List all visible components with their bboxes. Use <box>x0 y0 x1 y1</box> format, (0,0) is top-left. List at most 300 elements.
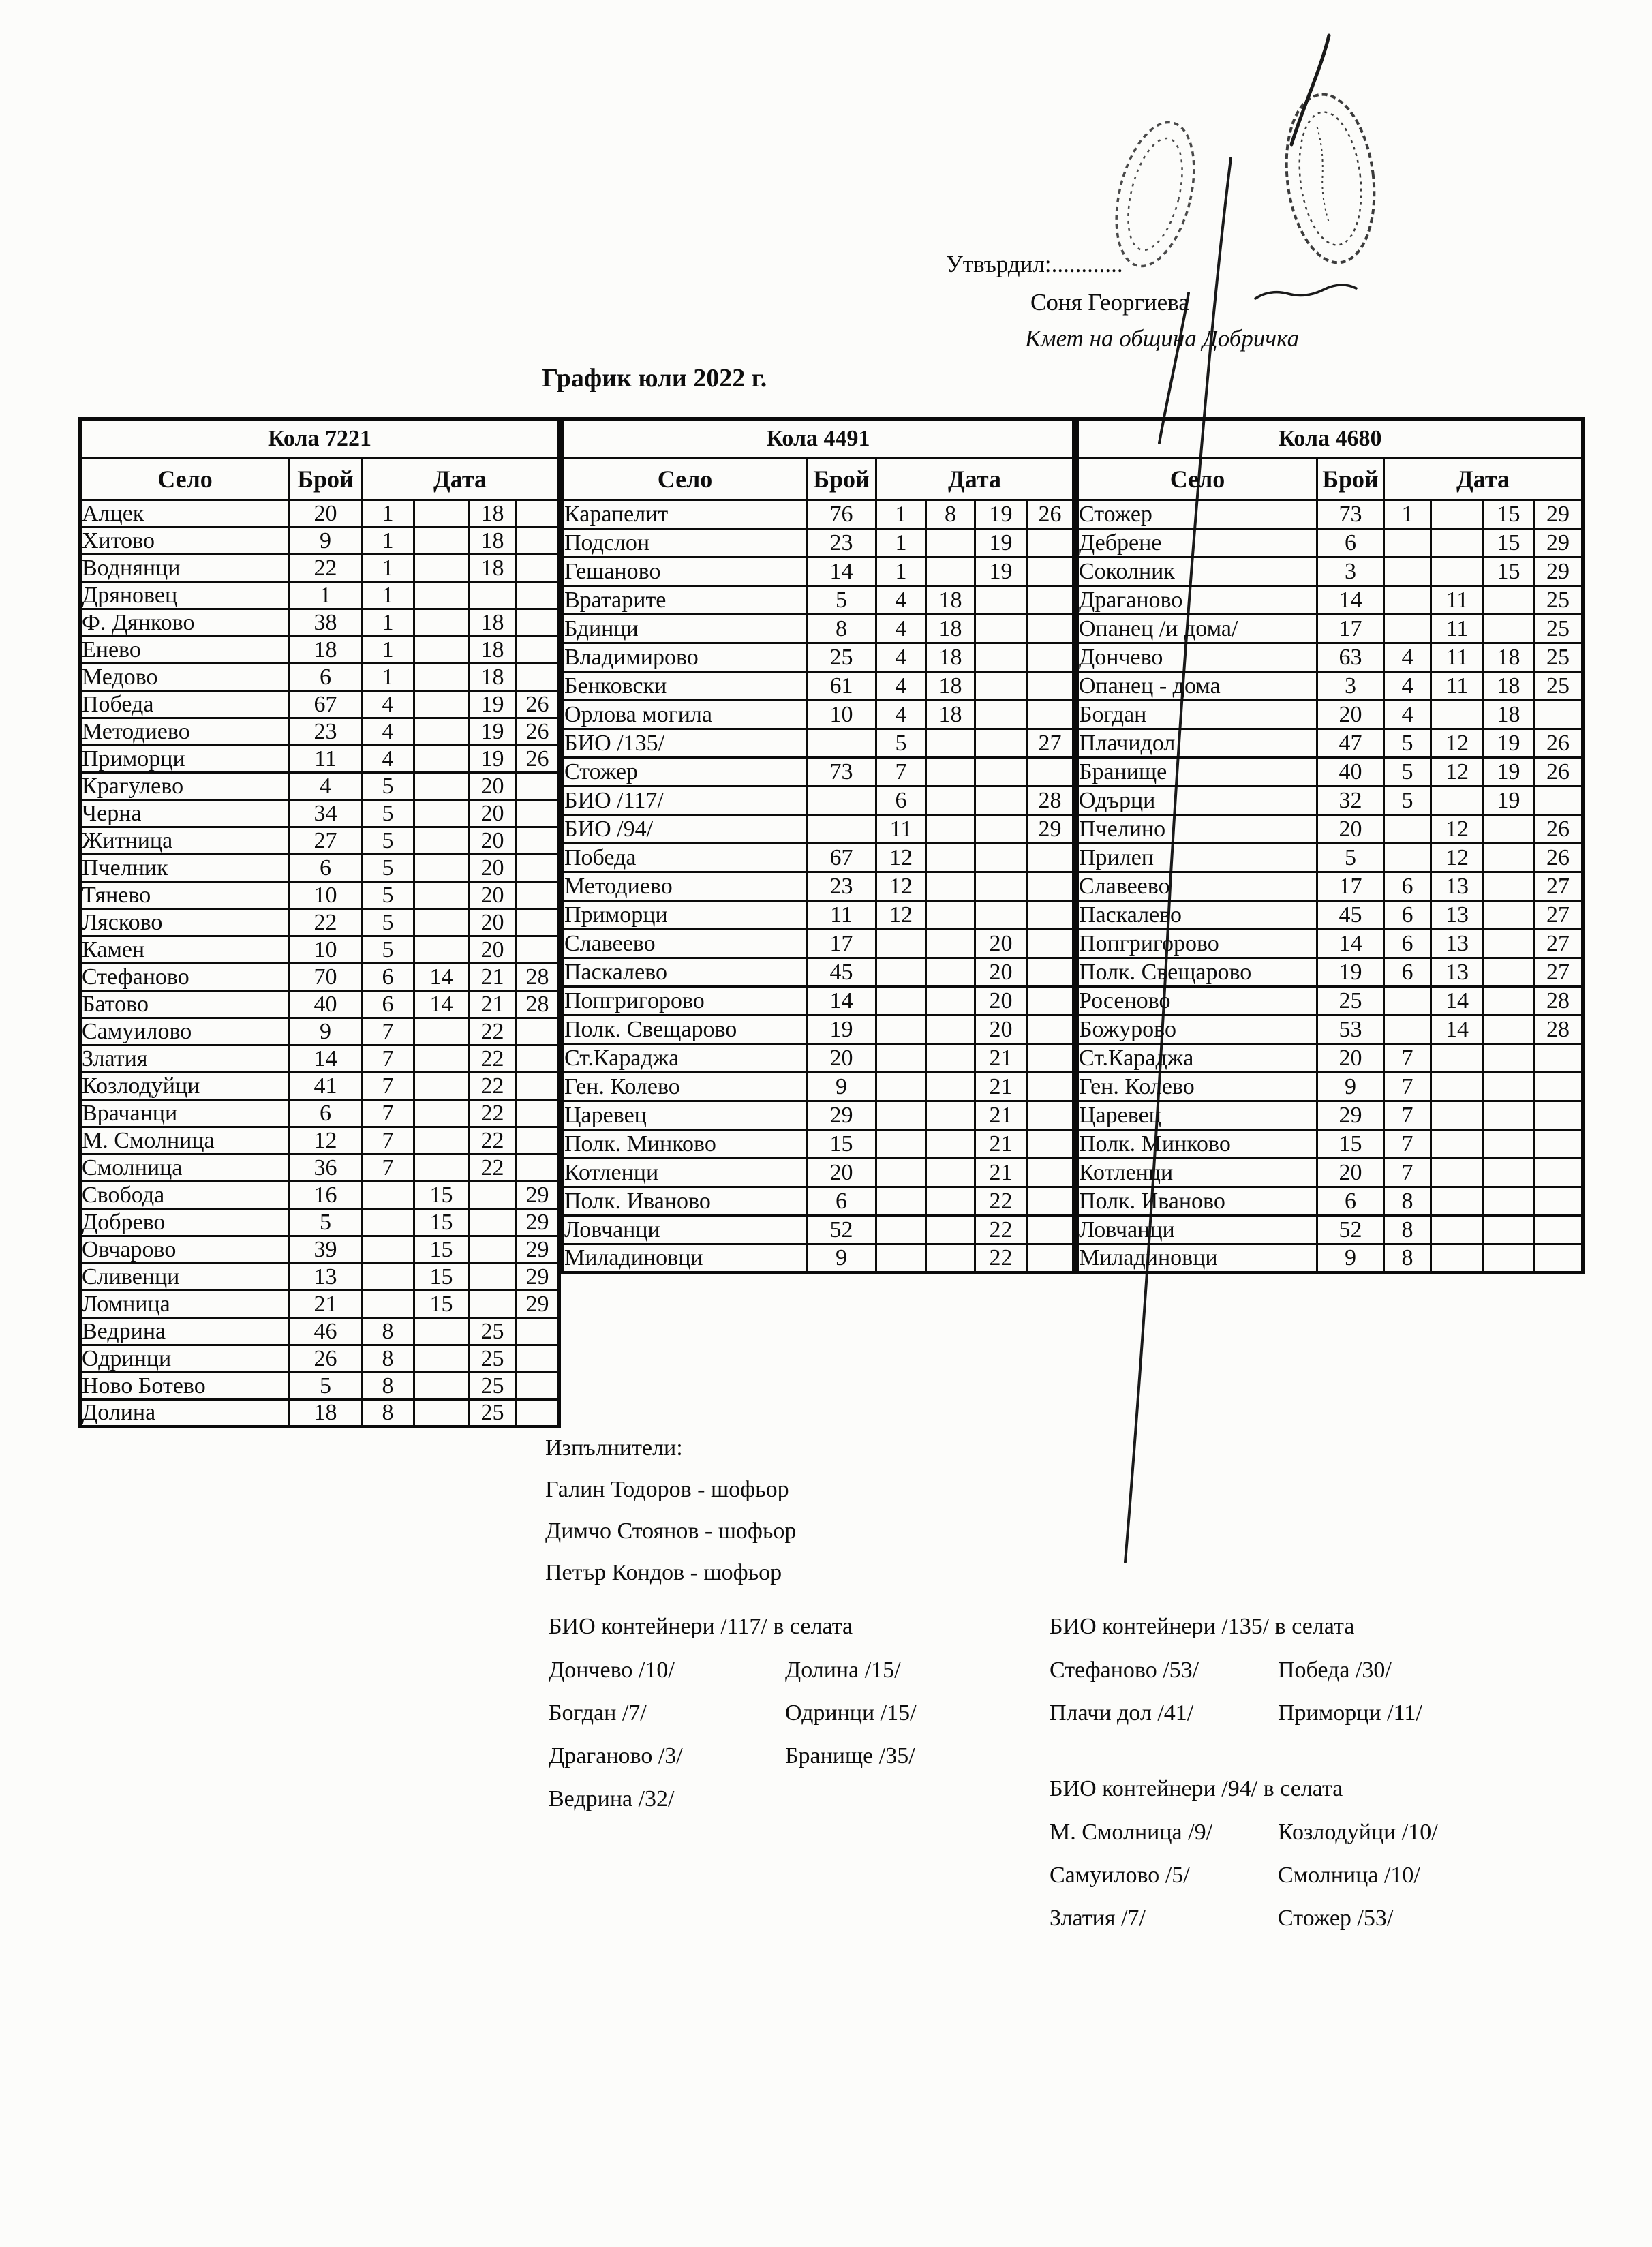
date-cell: 21 <box>975 1044 1027 1073</box>
date-cell: 5 <box>362 800 414 827</box>
count-cell: 9 <box>807 1073 876 1101</box>
table-row <box>1077 930 1583 958</box>
count-cell: 11 <box>807 901 876 930</box>
table-row <box>563 615 1074 643</box>
village-cell: Царевец <box>1077 1101 1317 1130</box>
table-row <box>1077 758 1583 786</box>
date-cell: 19 <box>1484 786 1534 815</box>
date-cell: 19 <box>469 718 517 746</box>
date-cell <box>1431 1044 1484 1073</box>
table-row <box>1077 1187 1583 1216</box>
date-cell <box>517 936 560 964</box>
date-cell <box>469 1182 517 1209</box>
date-cell <box>1027 872 1074 901</box>
date-cell <box>414 936 469 964</box>
village-cell: Ст.Караджа <box>563 1044 807 1073</box>
date-cell: 5 <box>1384 786 1431 815</box>
count-cell: 13 <box>290 1264 362 1291</box>
table-row <box>1077 1130 1583 1159</box>
date-cell: 13 <box>1431 872 1484 901</box>
date-cell <box>975 786 1027 815</box>
date-cell <box>1384 815 1431 844</box>
date-cell: 13 <box>1431 901 1484 930</box>
date-cell <box>414 773 469 800</box>
village-cell: М. Смолница <box>80 1127 290 1155</box>
village-cell: Вратарите <box>563 586 807 615</box>
table-row <box>80 1209 560 1236</box>
table-row <box>1077 500 1583 529</box>
date-cell: 7 <box>362 1045 414 1073</box>
date-cell: 26 <box>517 691 560 718</box>
date-cell <box>1027 643 1074 672</box>
date-cell: 8 <box>362 1400 414 1427</box>
date-cell <box>517 827 560 855</box>
date-cell <box>926 901 975 930</box>
date-cell <box>926 1044 975 1073</box>
date-cell: 27 <box>1534 930 1583 958</box>
date-cell <box>975 615 1027 643</box>
date-cell: 20 <box>975 1015 1027 1044</box>
count-cell: 9 <box>290 528 362 555</box>
date-cell: 21 <box>469 991 517 1018</box>
village-cell: Ген. Колево <box>1077 1073 1317 1101</box>
count-cell: 53 <box>1317 1015 1384 1044</box>
table-row <box>563 672 1074 701</box>
date-cell <box>1484 1216 1534 1244</box>
date-cell <box>1431 786 1484 815</box>
date-cell: 4 <box>362 746 414 773</box>
date-cell <box>1534 1187 1583 1216</box>
village-cell: Алцек <box>80 500 290 528</box>
table-host-kola-4491 <box>561 417 1075 1274</box>
date-cell <box>975 758 1027 786</box>
date-cell <box>1027 557 1074 586</box>
date-cell <box>517 637 560 664</box>
date-cell <box>414 1127 469 1155</box>
count-cell: 10 <box>290 936 362 964</box>
village-cell: Енево <box>80 637 290 664</box>
table-row <box>563 1073 1074 1101</box>
table-row <box>563 930 1074 958</box>
date-cell: 26 <box>1534 844 1583 872</box>
table-row <box>1077 586 1583 615</box>
bio-item: Козлодуйци /10/ <box>1278 1820 1438 1845</box>
count-cell: 22 <box>290 555 362 582</box>
count-header: Брой <box>807 459 876 500</box>
date-cell: 15 <box>414 1291 469 1318</box>
table-row <box>80 882 560 909</box>
table-row <box>80 1291 560 1318</box>
village-cell: Черна <box>80 800 290 827</box>
table-row <box>563 1130 1074 1159</box>
bio-item: Стожер /53/ <box>1278 1906 1394 1931</box>
count-cell: 20 <box>807 1159 876 1187</box>
date-cell: 4 <box>876 672 926 701</box>
date-cell: 29 <box>517 1291 560 1318</box>
bio-item: Ведрина /32/ <box>549 1786 675 1812</box>
count-cell: 11 <box>290 746 362 773</box>
date-cell <box>926 729 975 758</box>
date-cell: 25 <box>1534 586 1583 615</box>
village-cell: Хитово <box>80 528 290 555</box>
count-cell: 40 <box>290 991 362 1018</box>
table-row <box>80 1045 560 1073</box>
executors-heading: Изпълнители: <box>545 1435 683 1461</box>
approver-name: Соня Георгиева <box>1030 289 1189 316</box>
table-row <box>1077 786 1583 815</box>
date-cell <box>926 1073 975 1101</box>
count-cell: 20 <box>807 1044 876 1073</box>
date-cell: 22 <box>469 1155 517 1182</box>
date-cell: 22 <box>469 1127 517 1155</box>
bio-94-title: БИО контейнери /94/ в селата <box>1050 1776 1343 1801</box>
date-cell <box>517 800 560 827</box>
schedule-tables <box>78 417 1585 1428</box>
date-cell <box>362 1264 414 1291</box>
table-row <box>563 586 1074 615</box>
bio-item: Бранище /35/ <box>785 1743 915 1769</box>
bio-117-section <box>549 1614 917 1831</box>
date-cell: 25 <box>469 1400 517 1427</box>
date-cell <box>414 1100 469 1127</box>
date-cell <box>414 500 469 528</box>
village-cell: Попгригорово <box>563 987 807 1015</box>
count-cell: 45 <box>807 958 876 987</box>
bio-item: Драганово /3/ <box>549 1743 683 1769</box>
date-cell <box>414 1018 469 1045</box>
village-cell: Опанец /и дома/ <box>1077 615 1317 643</box>
table-row <box>80 528 560 555</box>
date-cell: 18 <box>926 672 975 701</box>
village-cell: Плачидол <box>1077 729 1317 758</box>
date-cell <box>1384 586 1431 615</box>
date-header: Дата <box>362 459 560 500</box>
date-cell <box>1384 529 1431 557</box>
village-cell: Крагулево <box>80 773 290 800</box>
count-cell: 12 <box>290 1127 362 1155</box>
village-cell: Орлова могила <box>563 701 807 729</box>
date-cell: 7 <box>1384 1073 1431 1101</box>
date-cell: 1 <box>362 582 414 609</box>
date-cell: 4 <box>1384 672 1431 701</box>
table-row <box>1077 1044 1583 1073</box>
table-row <box>80 609 560 637</box>
count-cell: 21 <box>290 1291 362 1318</box>
date-cell <box>517 582 560 609</box>
village-cell: Медово <box>80 664 290 691</box>
village-cell: Ст.Караджа <box>1077 1044 1317 1073</box>
date-cell <box>414 609 469 637</box>
bio-135-right-column <box>1278 1659 1422 1745</box>
date-cell: 20 <box>469 800 517 827</box>
date-cell: 15 <box>1484 529 1534 557</box>
count-cell: 23 <box>807 529 876 557</box>
count-cell: 45 <box>1317 901 1384 930</box>
date-cell <box>1027 958 1074 987</box>
count-cell: 19 <box>1317 958 1384 987</box>
date-cell <box>1027 1101 1074 1130</box>
table-row <box>563 1101 1074 1130</box>
count-cell: 6 <box>290 1100 362 1127</box>
date-cell <box>926 1216 975 1244</box>
date-cell <box>1027 1216 1074 1244</box>
date-cell: 29 <box>1534 557 1583 586</box>
village-cell: Стожер <box>563 758 807 786</box>
date-cell <box>876 1073 926 1101</box>
village-cell: Одринци <box>80 1345 290 1373</box>
date-cell <box>1484 1130 1534 1159</box>
date-cell: 21 <box>975 1159 1027 1187</box>
bio-94-left-column <box>1050 1821 1278 1950</box>
count-cell: 70 <box>290 964 362 991</box>
count-cell: 20 <box>1317 701 1384 729</box>
date-cell: 26 <box>1027 500 1074 529</box>
count-cell: 73 <box>807 758 876 786</box>
village-cell: Методиево <box>563 872 807 901</box>
village-cell: Козлодуйци <box>80 1073 290 1100</box>
date-cell <box>1027 844 1074 872</box>
date-cell: 12 <box>876 844 926 872</box>
date-cell <box>1534 1073 1583 1101</box>
count-cell: 3 <box>1317 557 1384 586</box>
date-cell <box>414 1045 469 1073</box>
date-cell <box>1534 1101 1583 1130</box>
village-cell: Драганово <box>1077 586 1317 615</box>
village-cell: Паскалево <box>563 958 807 987</box>
date-cell <box>876 1101 926 1130</box>
table-row <box>80 1318 560 1345</box>
count-cell: 5 <box>1317 844 1384 872</box>
date-cell: 12 <box>876 872 926 901</box>
executor-item: Галин Тодоров - шофьор <box>545 1477 789 1502</box>
table-row <box>80 909 560 936</box>
date-cell: 15 <box>414 1182 469 1209</box>
date-cell <box>517 1018 560 1045</box>
count-cell: 23 <box>807 872 876 901</box>
approval-label: Утвърдил:............ <box>946 251 1123 277</box>
date-cell: 6 <box>1384 872 1431 901</box>
village-cell: Карапелит <box>563 500 807 529</box>
date-cell: 18 <box>926 615 975 643</box>
table-row <box>1077 1015 1583 1044</box>
date-cell: 26 <box>1534 729 1583 758</box>
date-cell <box>1534 1159 1583 1187</box>
date-cell <box>1534 786 1583 815</box>
date-cell: 4 <box>1384 643 1431 672</box>
date-cell <box>926 557 975 586</box>
date-cell: 5 <box>362 909 414 936</box>
table-row <box>563 557 1074 586</box>
date-cell <box>517 555 560 582</box>
date-cell: 8 <box>1384 1244 1431 1273</box>
count-cell: 14 <box>807 557 876 586</box>
village-cell: Владимирово <box>563 643 807 672</box>
date-cell <box>1484 930 1534 958</box>
table-row <box>80 1127 560 1155</box>
village-cell: Приморци <box>563 901 807 930</box>
date-cell: 18 <box>1484 672 1534 701</box>
date-cell: 21 <box>975 1130 1027 1159</box>
village-cell: БИО /135/ <box>563 729 807 758</box>
date-cell: 29 <box>1534 529 1583 557</box>
date-cell <box>517 528 560 555</box>
date-cell <box>517 1073 560 1100</box>
date-cell <box>1484 1244 1534 1273</box>
village-cell: Полк. Свещарово <box>563 1015 807 1044</box>
date-cell <box>926 1159 975 1187</box>
village-cell: Бенковски <box>563 672 807 701</box>
date-cell <box>362 1182 414 1209</box>
count-cell: 52 <box>1317 1216 1384 1244</box>
count-cell: 41 <box>290 1073 362 1100</box>
date-cell <box>517 1373 560 1400</box>
date-cell: 6 <box>362 991 414 1018</box>
date-cell <box>1027 1015 1074 1044</box>
date-cell: 22 <box>469 1100 517 1127</box>
table-row <box>80 691 560 718</box>
date-cell <box>517 1318 560 1345</box>
table-row <box>80 1373 560 1400</box>
village-cell: Методиево <box>80 718 290 746</box>
table-row <box>80 582 560 609</box>
bio-item: Победа /30/ <box>1278 1657 1392 1683</box>
date-cell: 22 <box>975 1216 1027 1244</box>
table-row <box>563 958 1074 987</box>
table-row <box>563 529 1074 557</box>
date-cell <box>414 555 469 582</box>
date-cell: 6 <box>1384 930 1431 958</box>
date-cell <box>414 1155 469 1182</box>
date-cell <box>926 958 975 987</box>
village-cell: Полк. Минково <box>1077 1130 1317 1159</box>
date-cell <box>469 1291 517 1318</box>
village-cell: Смолница <box>80 1155 290 1182</box>
date-cell: 25 <box>469 1345 517 1373</box>
date-cell: 22 <box>469 1018 517 1045</box>
date-cell <box>517 664 560 691</box>
date-cell <box>975 872 1027 901</box>
date-cell <box>1431 1159 1484 1187</box>
count-cell: 52 <box>807 1216 876 1244</box>
date-cell <box>1431 1187 1484 1216</box>
count-cell: 34 <box>290 800 362 827</box>
date-cell <box>414 1400 469 1427</box>
date-cell <box>517 882 560 909</box>
village-cell: Полк. Свещарово <box>1077 958 1317 987</box>
village-cell: Соколник <box>1077 557 1317 586</box>
count-cell: 18 <box>290 637 362 664</box>
date-cell: 28 <box>517 964 560 991</box>
date-cell <box>926 758 975 786</box>
date-cell: 11 <box>1431 615 1484 643</box>
date-cell: 1 <box>362 555 414 582</box>
date-cell <box>1384 844 1431 872</box>
table-row <box>80 827 560 855</box>
date-cell <box>1534 1044 1583 1073</box>
date-cell <box>414 582 469 609</box>
date-cell <box>414 1345 469 1373</box>
village-cell: Славеево <box>563 930 807 958</box>
date-cell <box>876 1187 926 1216</box>
date-cell: 22 <box>975 1244 1027 1273</box>
date-cell: 20 <box>469 882 517 909</box>
date-cell <box>414 855 469 882</box>
date-cell <box>975 701 1027 729</box>
car-title: Кола 4491 <box>563 419 1074 459</box>
table-row <box>563 987 1074 1015</box>
date-cell: 1 <box>362 637 414 664</box>
date-cell <box>1484 1187 1534 1216</box>
village-cell: Миладиновци <box>563 1244 807 1273</box>
date-cell: 29 <box>517 1264 560 1291</box>
date-cell: 5 <box>362 936 414 964</box>
date-cell: 26 <box>517 746 560 773</box>
date-cell <box>926 1015 975 1044</box>
village-header: Село <box>563 459 807 500</box>
count-cell: 67 <box>290 691 362 718</box>
date-cell: 7 <box>362 1018 414 1045</box>
table-row <box>1077 701 1583 729</box>
date-cell <box>1484 615 1534 643</box>
date-cell <box>1484 901 1534 930</box>
date-cell <box>414 691 469 718</box>
date-cell: 15 <box>1484 500 1534 529</box>
count-cell: 5 <box>807 586 876 615</box>
date-cell <box>362 1291 414 1318</box>
date-cell <box>517 1100 560 1127</box>
date-cell: 28 <box>1534 1015 1583 1044</box>
date-cell: 4 <box>876 615 926 643</box>
date-cell <box>1027 1159 1074 1187</box>
village-cell: Одърци <box>1077 786 1317 815</box>
date-cell <box>926 1130 975 1159</box>
date-cell <box>1431 1216 1484 1244</box>
village-cell: Подслон <box>563 529 807 557</box>
date-cell: 11 <box>1431 586 1484 615</box>
village-cell: Котленци <box>563 1159 807 1187</box>
table-row <box>1077 872 1583 901</box>
date-cell <box>876 1130 926 1159</box>
date-cell <box>926 1101 975 1130</box>
count-cell: 9 <box>1317 1244 1384 1273</box>
date-cell <box>469 582 517 609</box>
date-cell: 27 <box>1534 901 1583 930</box>
table-row <box>1077 1073 1583 1101</box>
date-cell <box>1027 1073 1074 1101</box>
village-cell: Пчелник <box>80 855 290 882</box>
date-cell: 19 <box>1484 729 1534 758</box>
date-cell: 19 <box>469 691 517 718</box>
table-row <box>80 718 560 746</box>
column-header-row <box>80 459 560 500</box>
date-cell: 7 <box>1384 1159 1431 1187</box>
date-cell: 20 <box>469 773 517 800</box>
table-row <box>80 773 560 800</box>
date-cell: 27 <box>1534 958 1583 987</box>
count-cell: 6 <box>1317 529 1384 557</box>
village-cell: Лясково <box>80 909 290 936</box>
table-row <box>80 664 560 691</box>
date-cell <box>1027 987 1074 1015</box>
village-cell: Гешаново <box>563 557 807 586</box>
village-cell: Ловчанци <box>1077 1216 1317 1244</box>
count-cell: 10 <box>290 882 362 909</box>
date-cell: 5 <box>362 855 414 882</box>
count-cell: 25 <box>1317 987 1384 1015</box>
date-cell <box>1534 1130 1583 1159</box>
table-title-row <box>563 419 1074 459</box>
date-cell: 1 <box>876 500 926 529</box>
